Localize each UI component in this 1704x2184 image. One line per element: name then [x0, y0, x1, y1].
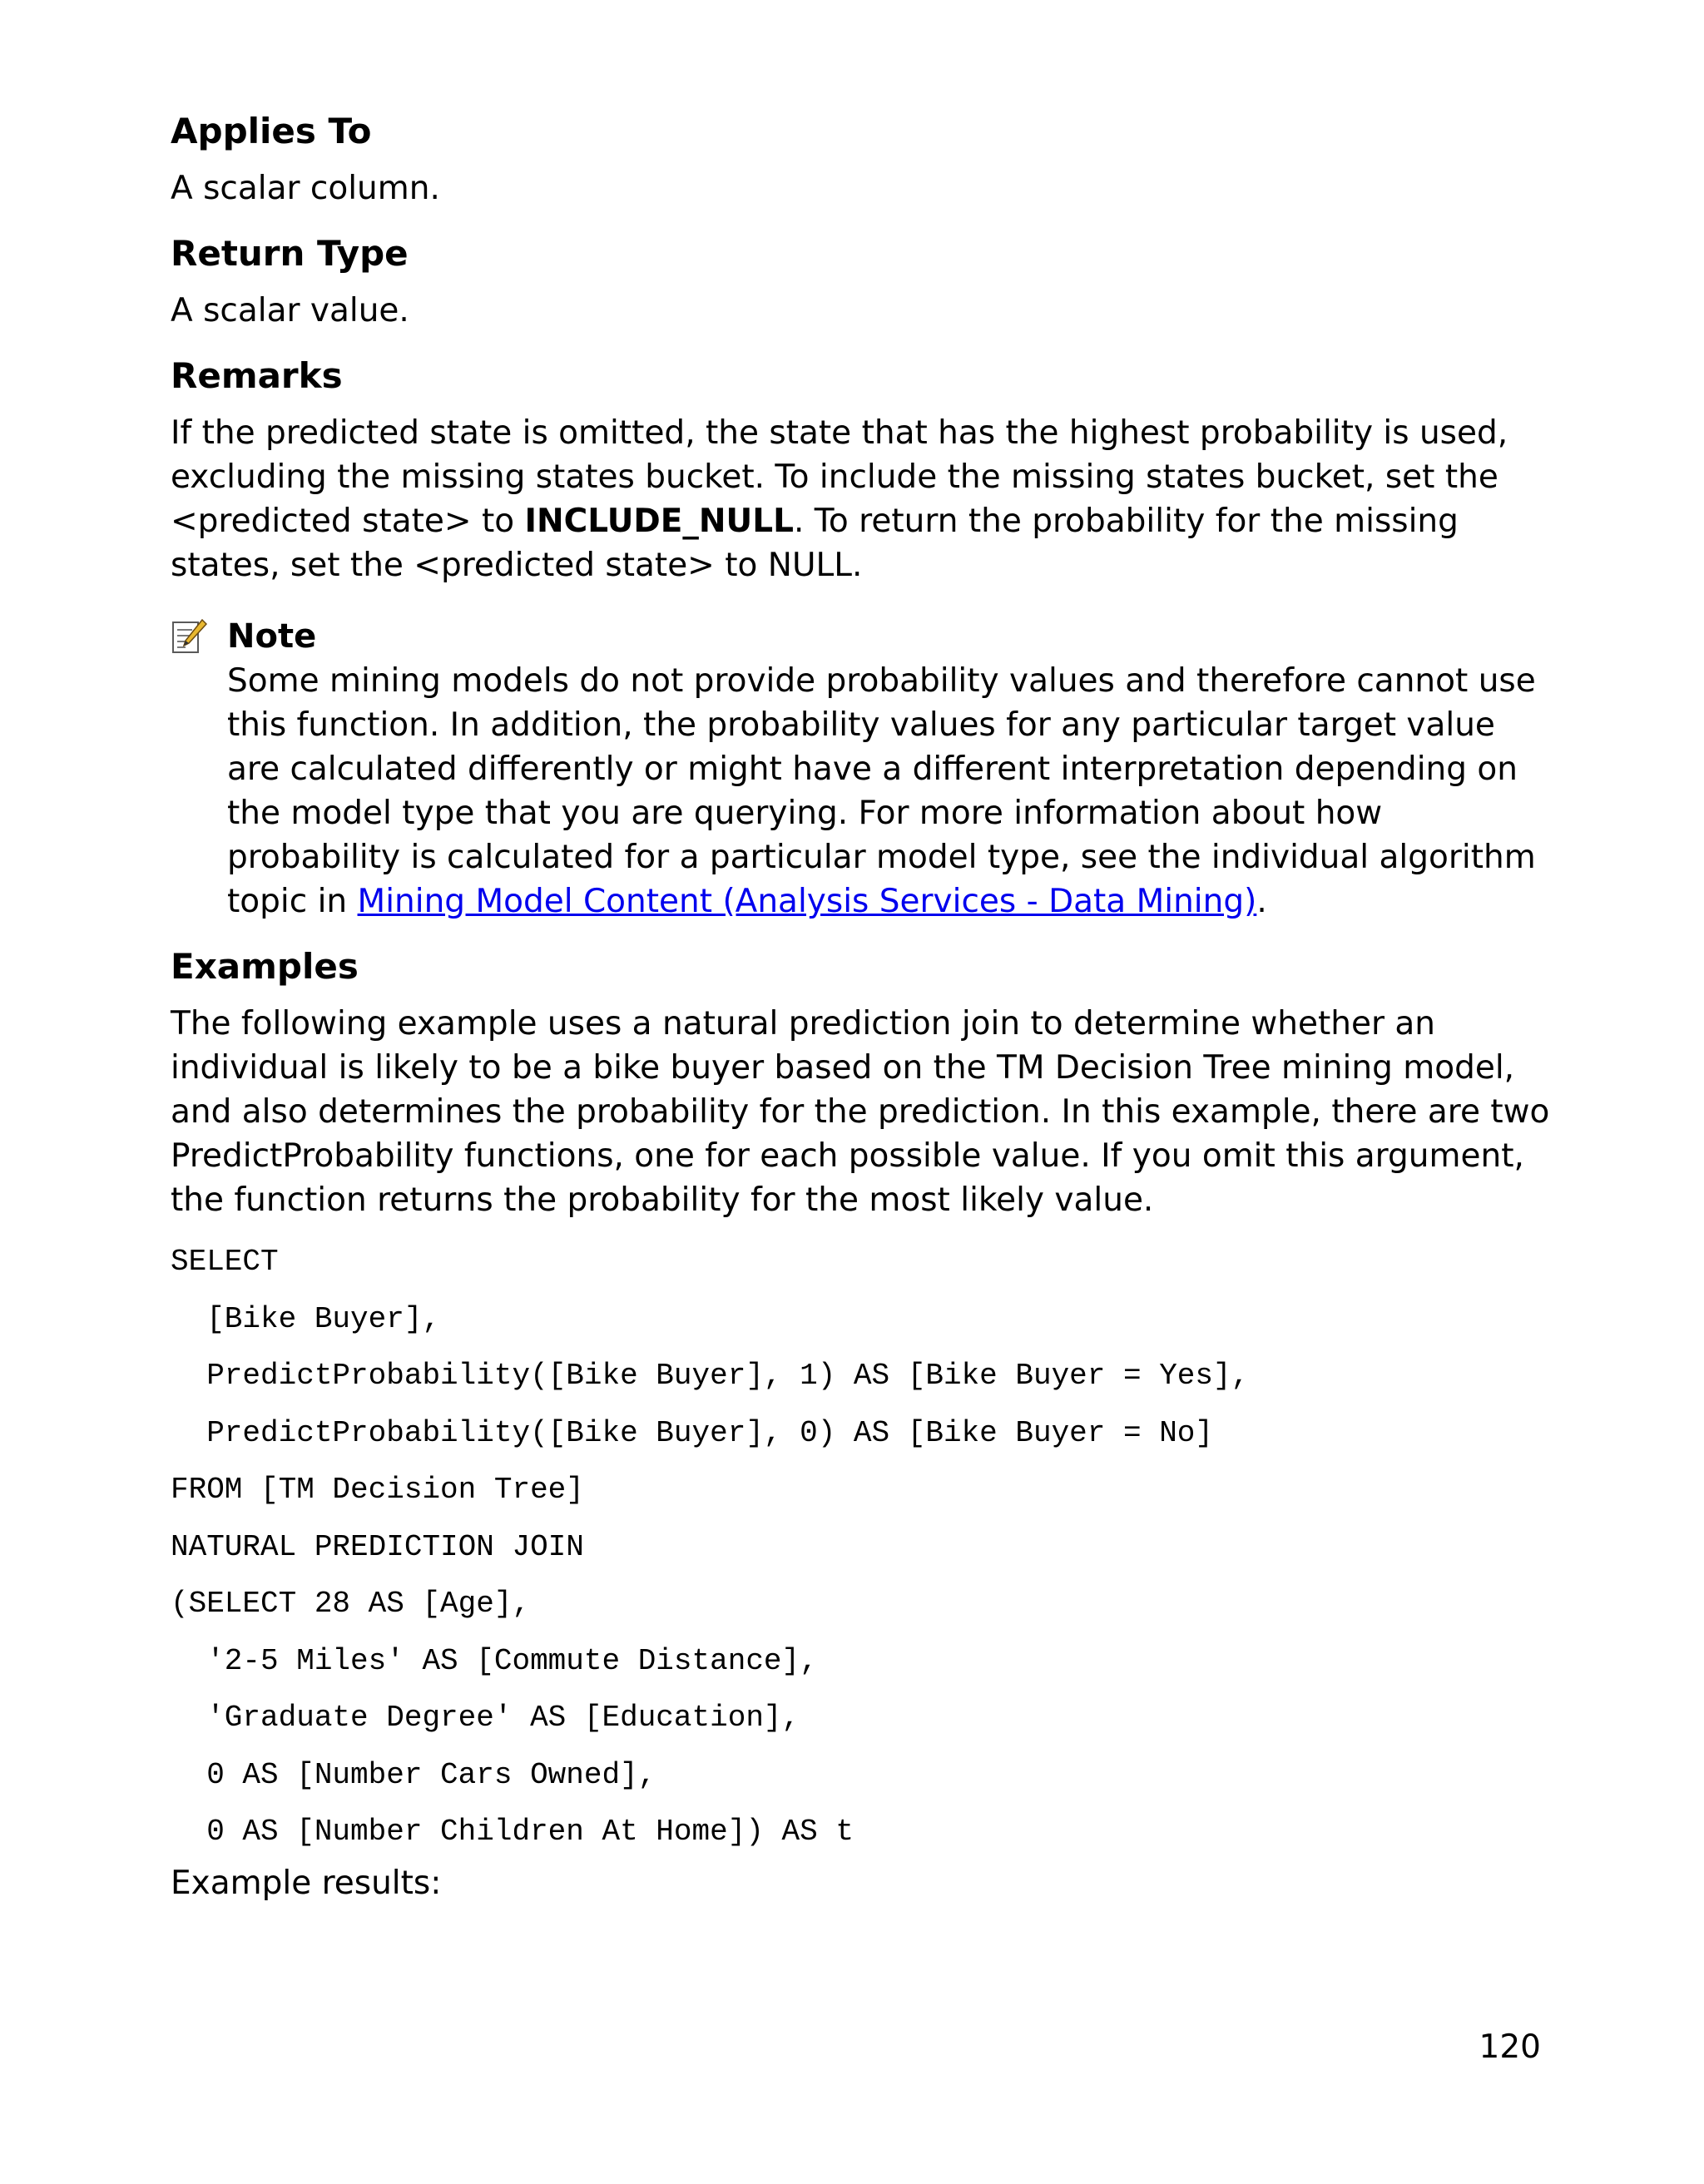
note-trailing-period: .	[1256, 883, 1267, 920]
document-page	[171, 108, 1552, 1905]
remarks-text-part-2: . To return the probability for the missing states, set the <predicted state> to NULL.	[171, 503, 1459, 584]
example-results-label: Example results:	[171, 1864, 442, 1902]
code-line: [Bike Buyer],	[171, 1301, 441, 1336]
note-text: Some mining models do not provide probability values and therefore cannot use this function. In addition, the probability values for any particular target value are calculated differently or might have a different interpretation depending on the model type that you are querying. For more information about how probability is calculated for a particular model type, see the individual algorithm topic in	[227, 662, 1536, 920]
code-line: '2-5 Miles' AS [Commute Distance],	[171, 1643, 818, 1678]
note-title: Note	[227, 617, 317, 656]
code-line: FROM [TM Decision Tree]	[171, 1473, 584, 1507]
code-line: PredictProbability([Bike Buyer], 0) AS [Bike Buyer = No]	[171, 1415, 1214, 1450]
remarks-text-part-1: If the predicted state is omitted, the state that has the highest probability is used, excluding the missing states bucket. To include the missing states bucket, set the <predicted state> to	[171, 414, 1508, 540]
remarks-text	[171, 411, 1552, 587]
note-header	[171, 616, 1552, 657]
include-null-keyword: INCLUDE_NULL	[524, 503, 794, 540]
code-line: NATURAL PREDICTION JOIN	[171, 1529, 584, 1564]
code-line: 0 AS [Number Cars Owned],	[171, 1757, 656, 1792]
applies-to-heading: Applies To	[171, 111, 372, 151]
applies-to-text: A scalar column.	[171, 170, 440, 207]
code-line: SELECT	[171, 1245, 279, 1279]
code-line: 'Graduate Degree' AS [Education],	[171, 1701, 800, 1735]
mining-model-content-link[interactable]: Mining Model Content (Analysis Services - Data Mining)	[357, 883, 1257, 920]
return-type-heading: Return Type	[171, 233, 409, 274]
note-pencil-icon	[171, 618, 207, 655]
note-callout	[171, 616, 1552, 924]
page-number: 120	[1479, 2028, 1541, 2066]
remarks-heading: Remarks	[171, 355, 343, 396]
code-line: 0 AS [Number Children At Home]) AS t	[171, 1815, 854, 1849]
examples-heading: Examples	[171, 946, 359, 987]
code-block	[171, 1234, 1552, 1861]
code-line: PredictProbability([Bike Buyer], 1) AS [Bike Buyer = Yes],	[171, 1359, 1250, 1393]
note-body	[171, 659, 1552, 924]
examples-text: The following example uses a natural prediction join to determine whether an individual is likely to be a bike buyer based on the TM Decision Tree mining model, and also determines the probability for the prediction. In this example, there are two PredictProbability functions, one for each possible value. If you omit this argument, the function returns the probability for the most likely value.	[171, 1005, 1550, 1219]
code-line: (SELECT 28 AS [Age],	[171, 1587, 531, 1621]
return-type-text: A scalar value.	[171, 292, 409, 329]
